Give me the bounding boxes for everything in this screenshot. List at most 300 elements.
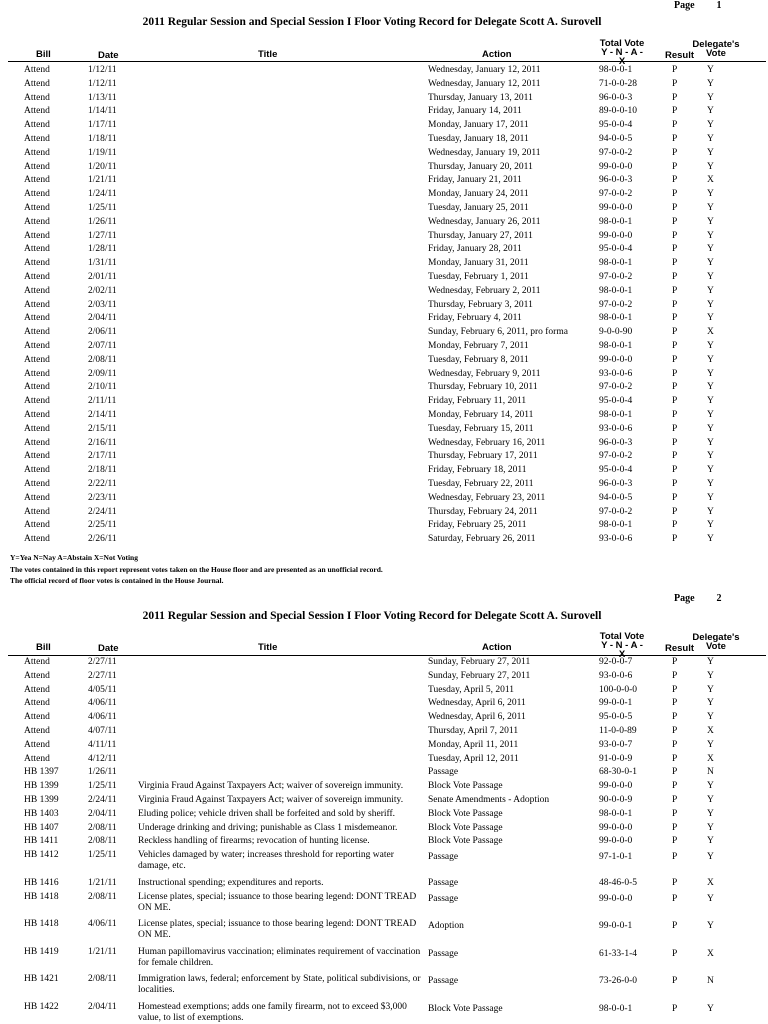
action-cell: Tuesday, April 12, 2011 bbox=[428, 753, 519, 764]
page-number bbox=[674, 0, 722, 11]
date-cell: 1/21/11 bbox=[88, 175, 117, 186]
date-cell: 4/07/11 bbox=[88, 726, 117, 736]
total-vote-cell: 97-0-0-2 bbox=[599, 272, 633, 282]
page-number-value: 2 bbox=[716, 593, 722, 604]
bill-cell: Attend bbox=[24, 698, 50, 709]
date-cell: 2/03/11 bbox=[88, 299, 117, 310]
delegate-vote-cell: Y bbox=[707, 670, 714, 681]
header-total-vote-line1: Total Vote bbox=[599, 38, 645, 49]
title-cell: Human papillomavirus vaccination; eliminates requirement of vaccination for female children. bbox=[138, 946, 421, 968]
header-rule bbox=[8, 61, 766, 62]
date-cell: 1/12/11 bbox=[88, 78, 117, 89]
bill-cell: Attend bbox=[24, 410, 50, 420]
bill-cell: Attend bbox=[24, 189, 50, 200]
total-vote-cell: 48-46-0-5 bbox=[599, 877, 637, 888]
delegate-vote-cell: Y bbox=[707, 534, 714, 545]
total-vote-cell: 91-0-0-9 bbox=[599, 753, 633, 764]
result-cell: P bbox=[672, 767, 678, 778]
bill-cell: Attend bbox=[24, 341, 50, 351]
delegate-vote-cell: Y bbox=[707, 313, 714, 324]
result-cell: P bbox=[672, 65, 678, 75]
delegate-vote-cell: Y bbox=[707, 836, 714, 847]
delegate-vote-cell: Y bbox=[707, 921, 714, 932]
title-cell: Homestead exemptions; adds one family firearm, not to exceed $3,000 value, to list of exemptions. bbox=[138, 1002, 407, 1023]
date-cell: 2/17/11 bbox=[88, 451, 117, 462]
bill-cell: Attend bbox=[24, 92, 50, 103]
delegate-vote-cell: Y bbox=[707, 893, 714, 904]
result-cell: P bbox=[672, 396, 678, 407]
bill-cell: Attend bbox=[24, 479, 50, 489]
total-vote-cell: 95-0-0-4 bbox=[599, 244, 633, 255]
date-cell: 1/12/11 bbox=[88, 65, 117, 75]
date-cell: 2/23/11 bbox=[88, 492, 117, 503]
action-cell: Sunday, February 6, 2011, pro forma bbox=[428, 327, 568, 338]
delegate-vote-cell: Y bbox=[707, 203, 714, 213]
result-cell: P bbox=[672, 822, 678, 833]
delegate-vote-cell: Y bbox=[707, 78, 714, 89]
total-vote-cell: 93-0-0-6 bbox=[599, 368, 633, 379]
header-bill: Bill bbox=[36, 49, 51, 60]
header-bill: Bill bbox=[36, 642, 51, 653]
bill-cell: Attend bbox=[24, 739, 50, 750]
date-cell: 2/26/11 bbox=[88, 534, 117, 545]
action-cell: Wednesday, April 6, 2011 bbox=[428, 698, 526, 709]
date-cell: 1/25/11 bbox=[88, 203, 117, 213]
result-cell: P bbox=[672, 520, 678, 531]
delegate-vote-cell: Y bbox=[707, 272, 714, 282]
total-vote-cell: 61-33-1-4 bbox=[599, 948, 637, 959]
date-cell: 1/17/11 bbox=[88, 120, 117, 131]
date-cell: 4/05/11 bbox=[88, 684, 117, 695]
action-cell: Friday, February 25, 2011 bbox=[428, 520, 527, 531]
total-vote-cell: 96-0-0-3 bbox=[599, 479, 633, 489]
action-cell: Passage bbox=[428, 877, 459, 888]
delegate-vote-cell: X bbox=[707, 175, 714, 186]
bill-cell: Attend bbox=[24, 147, 50, 158]
bill-cell: Attend bbox=[24, 120, 50, 131]
delegate-vote-cell: Y bbox=[707, 423, 714, 434]
header-action: Action bbox=[482, 642, 512, 653]
total-vote-cell: 99-0-0-0 bbox=[599, 836, 633, 847]
total-vote-cell: 96-0-0-3 bbox=[599, 92, 633, 103]
delegate-vote-cell: Y bbox=[707, 712, 714, 723]
result-cell: P bbox=[672, 465, 678, 476]
delegate-vote-cell: Y bbox=[707, 492, 714, 503]
result-cell: P bbox=[672, 382, 678, 393]
result-cell: P bbox=[672, 299, 678, 310]
date-cell: 2/08/11 bbox=[88, 354, 117, 365]
delegate-vote-cell: X bbox=[707, 327, 714, 338]
header-delegates-vote-line1: Delegate's bbox=[692, 632, 740, 643]
date-cell: 1/18/11 bbox=[88, 134, 117, 144]
date-cell: 2/15/11 bbox=[88, 423, 117, 434]
delegate-vote-cell: Y bbox=[707, 520, 714, 531]
delegate-vote-cell: Y bbox=[707, 739, 714, 750]
delegate-vote-cell: Y bbox=[707, 1004, 714, 1014]
delegate-vote-cell: Y bbox=[707, 657, 714, 667]
result-cell: P bbox=[672, 272, 678, 282]
header-total-vote-line2: Y - N - A - X bbox=[601, 47, 643, 67]
result-cell: P bbox=[672, 657, 678, 667]
bill-cell: HB 1418 bbox=[24, 891, 59, 902]
delegate-vote-cell: X bbox=[707, 877, 714, 888]
date-cell: 2/07/11 bbox=[88, 341, 117, 351]
title-cell: License plates, special; issuance to those bearing legend: DONT TREAD ON ME. bbox=[138, 919, 417, 941]
result-cell: P bbox=[672, 670, 678, 681]
bill-cell: Attend bbox=[24, 382, 50, 393]
total-vote-cell: 98-0-0-1 bbox=[599, 285, 633, 296]
bill-cell: Attend bbox=[24, 216, 50, 227]
delegate-vote-cell: Y bbox=[707, 808, 714, 819]
total-vote-cell: 94-0-0-5 bbox=[599, 492, 633, 503]
date-cell: 4/11/11 bbox=[88, 739, 117, 750]
header-delegates-vote bbox=[690, 633, 742, 651]
total-vote-cell: 99-0-0-0 bbox=[599, 230, 633, 241]
delegate-vote-cell: Y bbox=[707, 92, 714, 103]
total-vote-cell: 96-0-0-3 bbox=[599, 175, 633, 186]
action-cell: Wednesday, February 2, 2011 bbox=[428, 285, 541, 296]
result-cell: P bbox=[672, 852, 678, 863]
action-cell: Monday, February 14, 2011 bbox=[428, 410, 534, 420]
date-cell: 2/25/11 bbox=[88, 520, 117, 531]
delegate-vote-cell: Y bbox=[707, 368, 714, 379]
action-cell: Tuesday, February 1, 2011 bbox=[428, 272, 529, 282]
delegate-vote-cell: Y bbox=[707, 451, 714, 462]
official-record-note: The official record of floor votes is contained in the House Journal. bbox=[10, 576, 224, 586]
bill-cell: Attend bbox=[24, 534, 50, 545]
bill-cell: Attend bbox=[24, 272, 50, 282]
title-cell: Virginia Fraud Against Taxpayers Act; waiver of sovereign immunity. bbox=[138, 795, 404, 805]
result-cell: P bbox=[672, 354, 678, 365]
total-vote-cell: 97-0-0-2 bbox=[599, 506, 633, 517]
date-cell: 1/14/11 bbox=[88, 106, 117, 117]
total-vote-cell: 98-0-0-1 bbox=[599, 65, 633, 75]
delegate-vote-cell: X bbox=[707, 948, 714, 959]
result-cell: P bbox=[672, 1004, 678, 1014]
date-cell: 1/19/11 bbox=[88, 147, 117, 158]
bill-cell: HB 1416 bbox=[24, 877, 59, 888]
header-result: Result bbox=[665, 643, 695, 654]
bill-cell: Attend bbox=[24, 299, 50, 310]
action-cell: Wednesday, January 12, 2011 bbox=[428, 78, 541, 89]
header-total-vote-line2: Y - N - A - X bbox=[601, 640, 643, 660]
bill-cell: Attend bbox=[24, 726, 50, 736]
action-cell: Monday, January 17, 2011 bbox=[428, 120, 529, 131]
bill-cell: Attend bbox=[24, 520, 50, 531]
bill-cell: Attend bbox=[24, 396, 50, 407]
title-cell: Instructional spending; expenditures and reports. bbox=[138, 877, 324, 888]
delegate-vote-cell: Y bbox=[707, 258, 714, 269]
date-cell: 1/26/11 bbox=[88, 216, 117, 227]
date-cell: 2/22/11 bbox=[88, 479, 117, 489]
bill-cell: Attend bbox=[24, 203, 50, 213]
date-cell: 1/31/11 bbox=[88, 258, 117, 269]
title-cell: Eluding police; vehicle driven shall be forfeited and sold by sheriff. bbox=[138, 808, 396, 819]
delegate-vote-cell: Y bbox=[707, 382, 714, 393]
date-cell: 1/27/11 bbox=[88, 230, 117, 241]
action-cell: Wednesday, January 12, 2011 bbox=[428, 65, 541, 75]
delegate-vote-cell: Y bbox=[707, 465, 714, 476]
result-cell: P bbox=[672, 808, 678, 819]
header-action: Action bbox=[482, 49, 512, 60]
delegate-vote-cell: Y bbox=[707, 341, 714, 351]
action-cell: Thursday, February 24, 2011 bbox=[428, 506, 538, 517]
total-vote-cell: 99-0-0-1 bbox=[599, 698, 633, 709]
bill-cell: Attend bbox=[24, 175, 50, 186]
result-cell: P bbox=[672, 203, 678, 213]
bill-cell: Attend bbox=[24, 313, 50, 324]
header-rule bbox=[8, 655, 766, 656]
total-vote-cell: 93-0-0-6 bbox=[599, 423, 633, 434]
date-cell: 4/12/11 bbox=[88, 753, 117, 764]
delegate-vote-cell: Y bbox=[707, 354, 714, 365]
header-date: Date bbox=[98, 643, 119, 654]
delegate-vote-cell: Y bbox=[707, 781, 714, 792]
bill-cell: Attend bbox=[24, 670, 50, 681]
date-cell: 1/25/11 bbox=[88, 850, 117, 861]
action-cell: Tuesday, February 15, 2011 bbox=[428, 423, 534, 434]
action-cell: Thursday, February 17, 2011 bbox=[428, 451, 538, 462]
bill-cell: Attend bbox=[24, 230, 50, 241]
date-cell: 2/11/11 bbox=[88, 396, 117, 407]
title-cell: Reckless handling of firearms; revocation of hunting license. bbox=[138, 836, 370, 847]
action-cell: Passage bbox=[428, 852, 459, 863]
bill-cell: Attend bbox=[24, 506, 50, 517]
bill-cell: Attend bbox=[24, 368, 50, 379]
action-cell: Block Vote Passage bbox=[428, 836, 503, 847]
action-cell: Senate Amendments - Adoption bbox=[428, 795, 550, 805]
result-cell: P bbox=[672, 106, 678, 117]
bill-cell: HB 1419 bbox=[24, 946, 59, 957]
total-vote-cell: 9-0-0-90 bbox=[599, 327, 633, 338]
date-cell: 1/26/11 bbox=[88, 767, 117, 778]
total-vote-cell: 71-0-0-28 bbox=[599, 78, 637, 89]
action-cell: Passage bbox=[428, 976, 459, 987]
date-cell: 2/08/11 bbox=[88, 836, 117, 847]
bill-cell: Attend bbox=[24, 354, 50, 365]
delegate-vote-cell: Y bbox=[707, 230, 714, 241]
action-cell: Block Vote Passage bbox=[428, 781, 503, 792]
result-cell: P bbox=[672, 684, 678, 695]
delegate-vote-cell: Y bbox=[707, 299, 714, 310]
delegate-vote-cell: Y bbox=[707, 285, 714, 296]
header-result: Result bbox=[665, 50, 695, 61]
page-label: Page bbox=[674, 593, 695, 604]
delegate-vote-cell: N bbox=[707, 976, 714, 987]
title-cell: Vehicles damaged by water; increases threshold for reporting water damage, etc. bbox=[138, 850, 394, 872]
action-cell: Block Vote Passage bbox=[428, 808, 503, 819]
bill-cell: Attend bbox=[24, 106, 50, 117]
delegate-vote-cell: Y bbox=[707, 822, 714, 833]
result-cell: P bbox=[672, 781, 678, 792]
bill-cell: Attend bbox=[24, 712, 50, 723]
total-vote-cell: 97-1-0-1 bbox=[599, 852, 633, 863]
title-cell: License plates, special; issuance to those bearing legend: DONT TREAD ON ME. bbox=[138, 891, 417, 913]
result-cell: P bbox=[672, 423, 678, 434]
delegate-vote-cell: Y bbox=[707, 684, 714, 695]
result-cell: P bbox=[672, 739, 678, 750]
result-cell: P bbox=[672, 437, 678, 448]
result-cell: P bbox=[672, 327, 678, 338]
bill-cell: Attend bbox=[24, 78, 50, 89]
action-cell: Tuesday, February 22, 2011 bbox=[428, 479, 534, 489]
bill-cell: Attend bbox=[24, 258, 50, 269]
delegate-vote-cell: Y bbox=[707, 65, 714, 75]
delegate-vote-cell: N bbox=[707, 767, 714, 778]
action-cell: Wednesday, April 6, 2011 bbox=[428, 712, 526, 723]
date-cell: 1/24/11 bbox=[88, 189, 117, 200]
date-cell: 2/18/11 bbox=[88, 465, 117, 476]
total-vote-cell: 97-0-0-2 bbox=[599, 451, 633, 462]
title-cell: Immigration laws, federal; enforcement by State, political subdivisions, or localities. bbox=[138, 974, 421, 996]
action-cell: Friday, January 28, 2011 bbox=[428, 244, 522, 255]
action-cell: Sunday, February 27, 2011 bbox=[428, 670, 531, 681]
date-cell: 4/06/11 bbox=[88, 698, 117, 709]
result-cell: P bbox=[672, 492, 678, 503]
total-vote-cell: 99-0-0-0 bbox=[599, 893, 633, 904]
total-vote-cell: 98-0-0-1 bbox=[599, 808, 633, 819]
result-cell: P bbox=[672, 921, 678, 932]
date-cell: 2/14/11 bbox=[88, 410, 117, 420]
delegate-vote-cell: Y bbox=[707, 410, 714, 420]
bill-cell: Attend bbox=[24, 423, 50, 434]
action-cell: Block Vote Passage bbox=[428, 822, 503, 833]
total-vote-cell: 99-0-0-1 bbox=[599, 921, 633, 932]
total-vote-cell: 99-0-0-0 bbox=[599, 781, 633, 792]
header-delegates-vote-line2: Vote bbox=[706, 48, 726, 59]
delegate-vote-cell: Y bbox=[707, 852, 714, 863]
unofficial-note: The votes contained in this report represent votes taken on the House floor and are presented as an unofficial record. bbox=[10, 564, 383, 574]
date-cell: 4/06/11 bbox=[88, 712, 117, 723]
result-cell: P bbox=[672, 230, 678, 241]
action-cell: Friday, February 18, 2011 bbox=[428, 465, 527, 476]
date-cell: 2/02/11 bbox=[88, 285, 117, 296]
result-cell: P bbox=[672, 698, 678, 709]
action-cell: Monday, January 24, 2011 bbox=[428, 189, 529, 200]
bill-cell: Attend bbox=[24, 492, 50, 503]
bill-cell: Attend bbox=[24, 285, 50, 296]
bill-cell: Attend bbox=[24, 244, 50, 255]
bill-cell: HB 1418 bbox=[24, 919, 59, 930]
bill-cell: Attend bbox=[24, 437, 50, 448]
date-cell: 2/27/11 bbox=[88, 670, 117, 681]
date-cell: 2/09/11 bbox=[88, 368, 117, 379]
date-cell: 2/04/11 bbox=[88, 808, 117, 819]
total-vote-cell: 96-0-0-3 bbox=[599, 437, 633, 448]
bill-cell: HB 1407 bbox=[24, 822, 59, 833]
total-vote-cell: 95-0-0-4 bbox=[599, 465, 633, 476]
action-cell: Monday, April 11, 2011 bbox=[428, 739, 519, 750]
action-cell: Wednesday, February 9, 2011 bbox=[428, 368, 541, 379]
bill-cell: Attend bbox=[24, 327, 50, 338]
result-cell: P bbox=[672, 161, 678, 172]
date-cell: 1/25/11 bbox=[88, 781, 117, 792]
date-cell: 2/24/11 bbox=[88, 795, 117, 805]
result-cell: P bbox=[672, 451, 678, 462]
bill-cell: HB 1403 bbox=[24, 808, 59, 819]
date-cell: 2/08/11 bbox=[88, 974, 117, 985]
result-cell: P bbox=[672, 285, 678, 296]
date-cell: 2/10/11 bbox=[88, 382, 117, 393]
result-cell: P bbox=[672, 147, 678, 158]
delegate-vote-cell: Y bbox=[707, 244, 714, 255]
date-cell: 1/28/11 bbox=[88, 244, 117, 255]
delegate-vote-cell: Y bbox=[707, 189, 714, 200]
header-delegates-vote-line1: Delegate's bbox=[692, 39, 740, 50]
result-cell: P bbox=[672, 368, 678, 379]
action-cell: Thursday, January 20, 2011 bbox=[428, 161, 533, 172]
result-cell: P bbox=[672, 976, 678, 987]
result-cell: P bbox=[672, 134, 678, 144]
delegate-vote-cell: Y bbox=[707, 479, 714, 489]
total-vote-cell: 98-0-0-1 bbox=[599, 410, 633, 420]
date-cell: 2/01/11 bbox=[88, 272, 117, 282]
total-vote-cell: 100-0-0-0 bbox=[599, 684, 637, 695]
title-cell: Underage drinking and driving; punishable as Class 1 misdemeanor. bbox=[138, 822, 398, 833]
bill-cell: Attend bbox=[24, 161, 50, 172]
total-vote-cell: 97-0-0-2 bbox=[599, 299, 633, 310]
page-number-value: 1 bbox=[716, 0, 722, 11]
action-cell: Friday, January 21, 2011 bbox=[428, 175, 522, 186]
bill-cell: Attend bbox=[24, 465, 50, 476]
action-cell: Tuesday, January 18, 2011 bbox=[428, 134, 529, 144]
delegate-vote-cell: Y bbox=[707, 396, 714, 407]
action-cell: Thursday, February 3, 2011 bbox=[428, 299, 533, 310]
total-vote-cell: 93-0-0-7 bbox=[599, 739, 633, 750]
delegate-vote-cell: Y bbox=[707, 147, 714, 158]
action-cell: Friday, January 14, 2011 bbox=[428, 106, 522, 117]
delegate-vote-cell: Y bbox=[707, 795, 714, 805]
total-vote-cell: 90-0-0-9 bbox=[599, 795, 633, 805]
action-cell: Wednesday, January 26, 2011 bbox=[428, 216, 541, 227]
action-cell: Wednesday, February 16, 2011 bbox=[428, 437, 546, 448]
header-title: Title bbox=[258, 642, 278, 653]
page-label: Page bbox=[674, 0, 695, 11]
action-cell: Adoption bbox=[428, 921, 464, 932]
result-cell: P bbox=[672, 948, 678, 959]
total-vote-cell: 95-0-0-5 bbox=[599, 712, 633, 723]
result-cell: P bbox=[672, 216, 678, 227]
bill-cell: Attend bbox=[24, 684, 50, 695]
bill-cell: Attend bbox=[24, 65, 50, 75]
total-vote-cell: 99-0-0-0 bbox=[599, 161, 633, 172]
result-cell: P bbox=[672, 877, 678, 888]
delegate-vote-cell: Y bbox=[707, 506, 714, 517]
delegate-vote-cell: Y bbox=[707, 106, 714, 117]
bill-cell: HB 1399 bbox=[24, 781, 59, 792]
bill-cell: HB 1397 bbox=[24, 767, 59, 778]
action-cell: Passage bbox=[428, 767, 459, 778]
date-cell: 2/04/11 bbox=[88, 313, 117, 324]
result-cell: P bbox=[672, 313, 678, 324]
date-cell: 1/13/11 bbox=[88, 92, 117, 103]
total-vote-cell: 73-26-0-0 bbox=[599, 976, 637, 987]
action-cell: Saturday, February 26, 2011 bbox=[428, 534, 536, 545]
delegate-vote-cell: Y bbox=[707, 698, 714, 709]
date-cell: 2/08/11 bbox=[88, 891, 117, 902]
total-vote-cell: 11-0-0-89 bbox=[599, 726, 637, 736]
delegate-vote-cell: X bbox=[707, 726, 714, 736]
result-cell: P bbox=[672, 753, 678, 764]
total-vote-cell: 98-0-0-1 bbox=[599, 341, 633, 351]
header-delegates-vote-line2: Vote bbox=[706, 641, 726, 652]
date-cell: 2/06/11 bbox=[88, 327, 117, 338]
report-title: 2011 Regular Session and Special Session I Floor Voting Record for Delegate Scott A. Surovell bbox=[142, 16, 602, 28]
date-cell: 2/08/11 bbox=[88, 822, 117, 833]
total-vote-cell: 89-0-0-10 bbox=[599, 106, 637, 117]
bill-cell: Attend bbox=[24, 753, 50, 764]
vote-legend: Y=Yea N=Nay A=Abstain X=Not Voting bbox=[10, 553, 138, 562]
